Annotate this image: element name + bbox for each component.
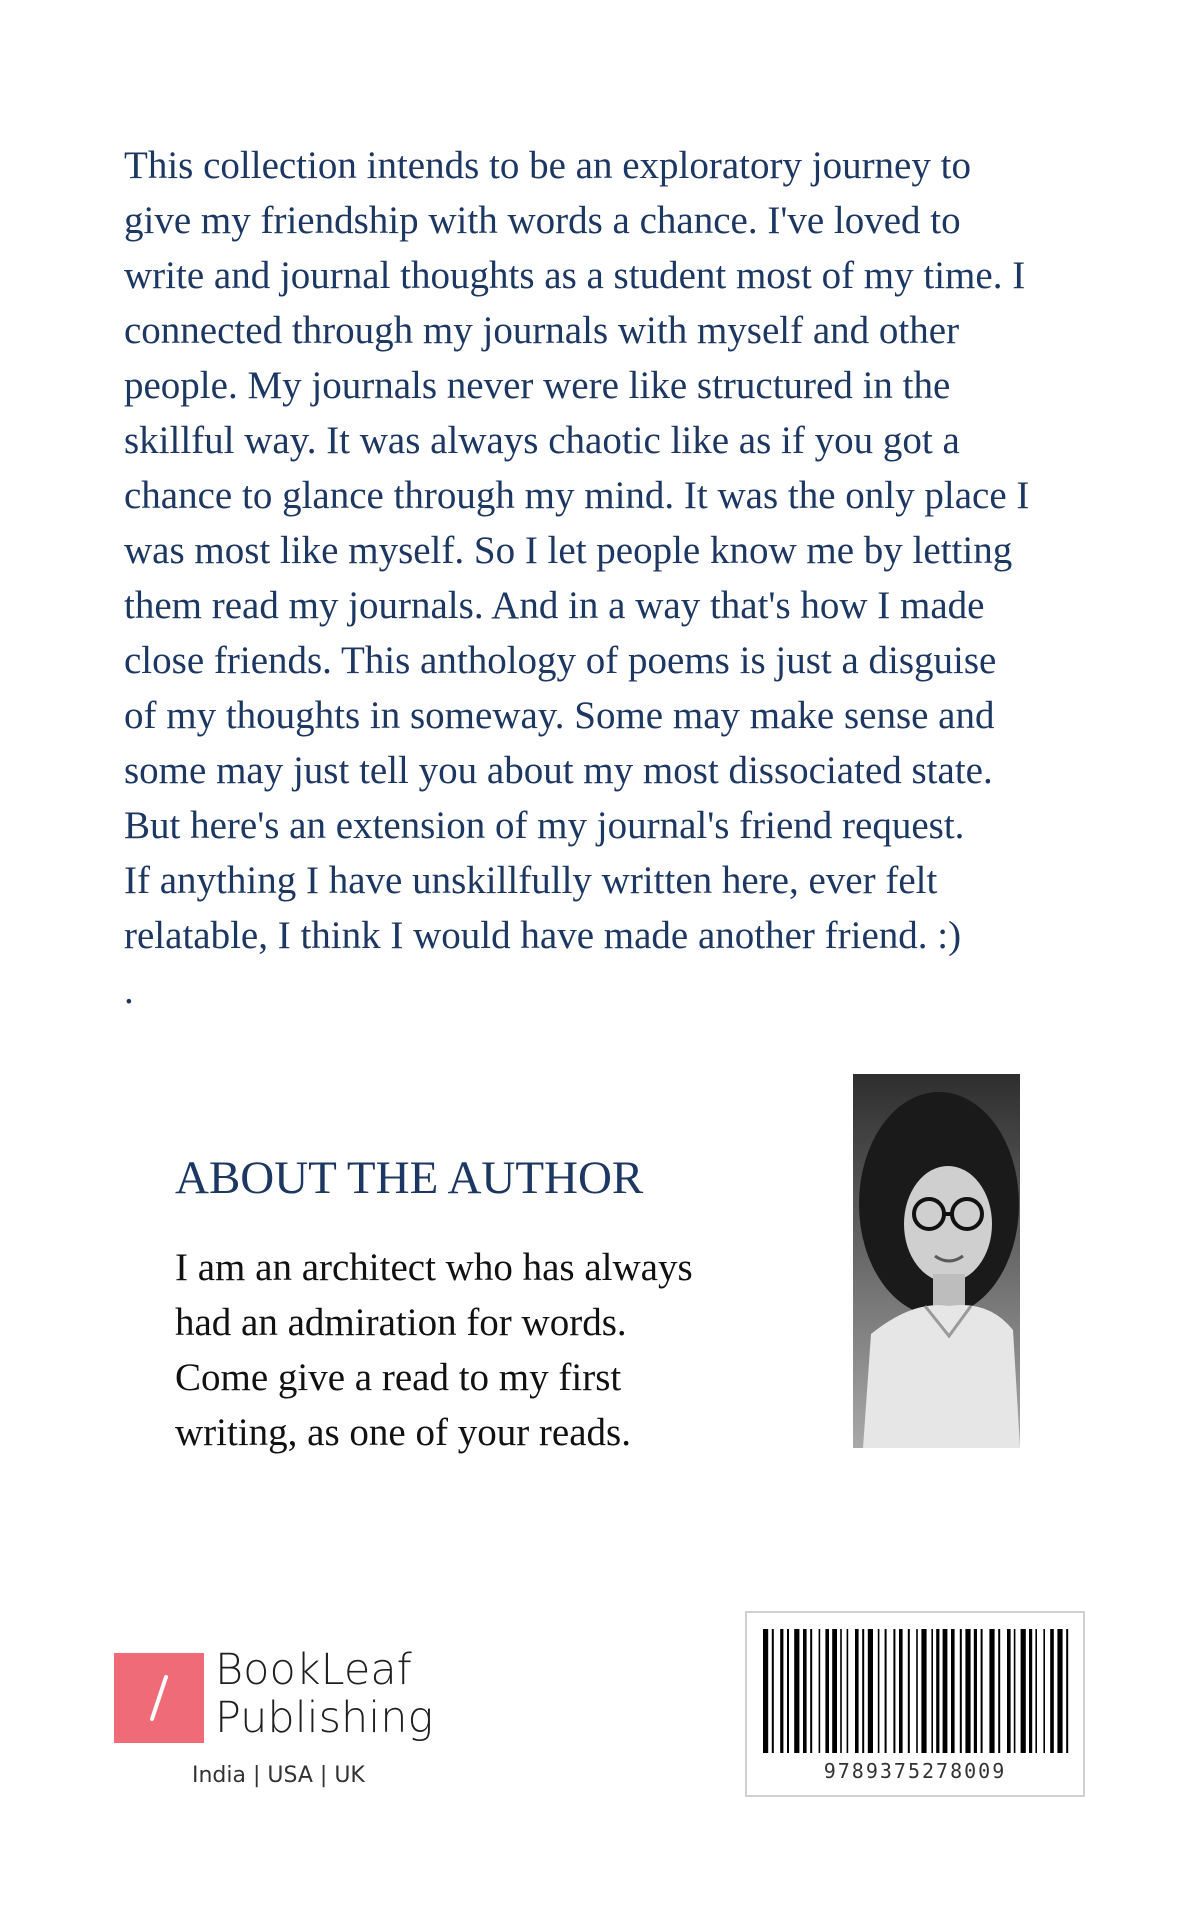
about-line: I am an architect who has always [175,1246,693,1289]
about-line: had an admiration for words. [175,1301,627,1344]
blurb-line: close friends. This anthology of poems is just a disguise [124,639,997,682]
barcode-bar [965,1629,970,1753]
barcode-bar [763,1629,768,1753]
barcode-bar [832,1629,837,1753]
barcode-bar [855,1629,859,1753]
barcode-bar [981,1629,983,1753]
about-line: writing, as one of your reads. [175,1411,631,1454]
barcode-bar [916,1629,918,1753]
barcode-bar [1050,1629,1054,1753]
barcode-bar [936,1629,939,1753]
publisher-regions: India | USA | UK [192,1763,365,1788]
blurb-line: skillful way. It was always chaotic like as if you got a [124,419,960,462]
barcode-bar [1066,1629,1068,1753]
barcode-bar [943,1629,948,1753]
barcode-bar [1021,1629,1026,1753]
barcode-bar [1043,1629,1045,1753]
blurb-line: chance to glance through my mind. It was the only place I [124,474,1030,517]
barcode-bar [974,1629,977,1753]
barcode-bar [772,1629,774,1753]
barcode-bar [868,1629,873,1753]
blurb-line: write and journal thoughts as a student most of my time. I [124,254,1026,297]
barcode-bar [899,1629,903,1753]
barcode-bar [825,1629,829,1753]
isbn-number: 9789375278009 [823,1759,1007,1783]
barcode-bar [885,1629,887,1753]
barcode-bar [908,1629,910,1753]
publisher-logo-mark [114,1653,204,1743]
barcode-bar [780,1629,783,1753]
barcode-bar [1035,1629,1037,1753]
barcode-bar [847,1629,849,1753]
blurb-line: give my friendship with words a chance. I've loved to [124,199,961,242]
about-author-heading: ABOUT THE AUTHOR [175,1152,644,1204]
barcode-bar [1057,1629,1062,1753]
barcode-bar [960,1629,962,1753]
barcode-bars [761,1629,1069,1753]
blurb-line: This collection intends to be an exploratory journey to [124,144,971,187]
blurb-line: people. My journals never were like structured in the [124,364,951,407]
blurb-line: some may just tell you about my most dissociated state. [124,749,993,792]
blurb-line: was most like myself. So I let people know me by letting [124,529,1013,572]
barcode-bar [862,1629,864,1753]
barcode-bar [819,1629,821,1753]
blurb-line: of my thoughts in someway. Some may make sense and [124,694,995,737]
blurb-line: If anything I have unskillfully written here, ever felt [124,859,938,902]
barcode-bar [794,1629,799,1753]
barcode-bar [893,1629,895,1753]
blurb-line: . [124,969,134,1012]
publisher-name-line1: BookLeaf [215,1645,412,1695]
slash-icon [114,1653,204,1743]
blurb-line: relatable, I think I would have made another friend. :) [124,914,962,957]
publisher-wordmark [215,1646,433,1742]
author-photo [853,1074,1020,1448]
barcode-bar [810,1629,812,1753]
barcode-bar [989,1629,994,1753]
blurb-line: But here's an extension of my journal's friend request. [124,804,965,847]
blurb-line: them read my journals. And in a way that's how I made [124,584,985,627]
about-line: Come give a read to my first [175,1356,622,1399]
barcode-bar [1029,1629,1032,1753]
barcode-bar [878,1629,880,1753]
isbn-barcode [745,1611,1085,1797]
barcode-bar [998,1629,1000,1753]
barcode-bar [1014,1629,1016,1753]
barcode-bar [787,1629,789,1753]
barcode-bar [803,1629,807,1753]
publisher-name-line2: Publishing [215,1693,434,1743]
barcode-bar [921,1629,926,1753]
about-author-text [175,1240,693,1460]
back-cover-blurb [124,138,1134,1018]
barcode-bar [840,1629,842,1753]
barcode-bar [931,1629,933,1753]
author-portrait-illustration [853,1074,1020,1448]
barcode-bar [1007,1629,1011,1753]
blurb-line: connected through my journals with myself and other [124,309,960,352]
barcode-bar [951,1629,955,1753]
